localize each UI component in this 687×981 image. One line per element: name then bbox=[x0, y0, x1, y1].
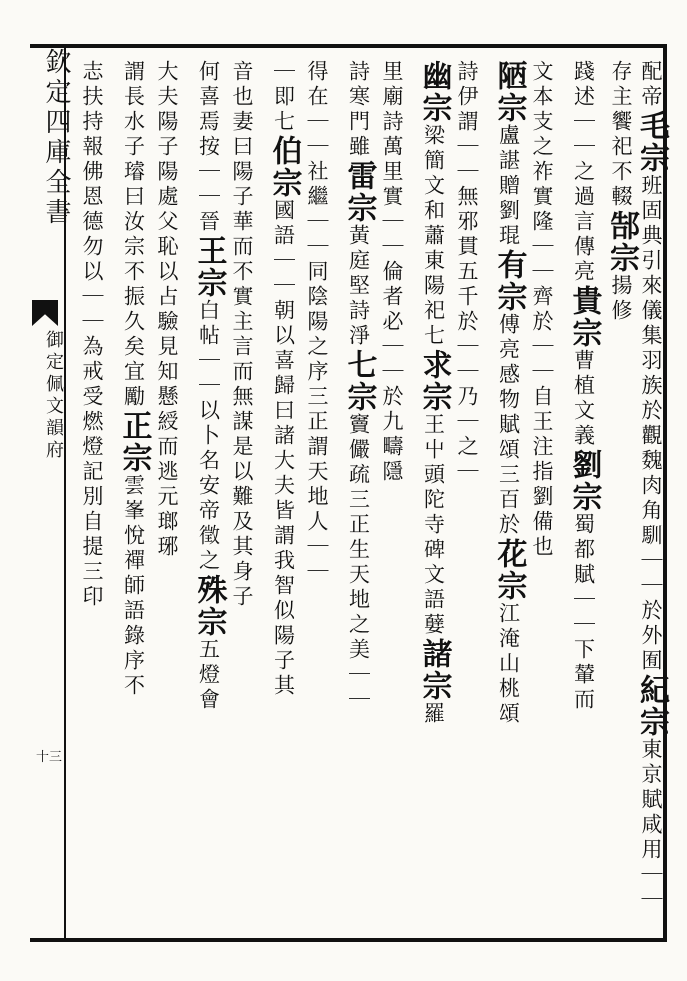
text-column bbox=[604, 60, 669, 930]
column-text: 白帖｜｜以卜名安帝徵之 bbox=[196, 299, 221, 574]
column-text: 黃庭堅詩淨 bbox=[346, 224, 371, 349]
column-text: 踐述｜｜之過言傳亮 bbox=[571, 60, 596, 285]
text-column bbox=[81, 60, 102, 930]
column-text: 曹植文義 bbox=[571, 349, 596, 449]
column-text: 盧諶贈劉琨 bbox=[496, 124, 521, 249]
column-text: 班固典引來儀集羽族於 bbox=[639, 174, 663, 424]
column-text: 受燃燈記別自提三印 bbox=[80, 385, 104, 610]
text-column bbox=[491, 60, 527, 930]
column-text: 王屮頭陀寺碑文語㜸 bbox=[421, 413, 446, 638]
headword: 王宗 bbox=[191, 235, 227, 299]
headword: 伯宗 bbox=[266, 135, 302, 199]
column-text: 妻曰陽子華而不實主言而無謀是以難及其身子 bbox=[230, 110, 254, 610]
headword: 陋宗 bbox=[491, 60, 527, 124]
headword: 有宗 bbox=[491, 249, 527, 313]
top-border bbox=[30, 44, 667, 48]
column-text: 隱 bbox=[380, 460, 404, 485]
headword: 紀宗 bbox=[634, 674, 669, 738]
text-column bbox=[566, 60, 602, 930]
headword: 殊宗 bbox=[191, 574, 227, 638]
column-text: 音也 bbox=[230, 60, 254, 110]
column-text: 社繼｜｜ bbox=[305, 160, 329, 260]
column-text: 江淹山桃頌 bbox=[496, 602, 521, 727]
column-text: 羅 bbox=[421, 702, 446, 727]
column-text: 謂長水子璿曰汝宗不振久矣宜勵 bbox=[121, 60, 146, 410]
column-text: 觀魏肉角馴｜｜於外囿 bbox=[639, 424, 663, 674]
text-column bbox=[381, 60, 402, 930]
column-text: 國語｜｜朝以喜歸曰諸大夫皆謂我智似陽子其 bbox=[271, 199, 296, 699]
column-text: 同陰陽之序三正謂天地人｜｜ bbox=[305, 260, 329, 585]
headword: 花宗 bbox=[491, 538, 527, 602]
book-title: 欽定四庫全書 bbox=[41, 48, 71, 228]
column-text: 何喜焉按｜｜晉 bbox=[196, 60, 221, 235]
column-text: 配 bbox=[639, 60, 663, 85]
column-text: 齊於｜｜ bbox=[530, 285, 554, 385]
column-text: 志扶持報佛恩德勿以｜｜為戒 bbox=[80, 60, 104, 385]
column-text: 揚修 bbox=[609, 274, 633, 324]
column-text: 竇儼疏三正生天地之美｜｜ bbox=[346, 413, 371, 713]
text-column bbox=[456, 60, 477, 930]
text-column bbox=[341, 60, 377, 930]
column-text: 無邪貫五千於｜｜ bbox=[455, 185, 479, 385]
column-text: 恥以占驗見知懸綬而逃 bbox=[155, 235, 179, 485]
bottom-border bbox=[30, 938, 667, 942]
column-text: 帝 bbox=[639, 85, 663, 110]
column-text: 文本支之祚實隆｜｜ bbox=[530, 60, 554, 285]
column-text: 得在｜｜ bbox=[305, 60, 329, 160]
headword: 毛宗 bbox=[634, 110, 669, 174]
headword: 諸宗 bbox=[416, 638, 452, 702]
text-column bbox=[191, 60, 227, 930]
text-column bbox=[116, 60, 152, 930]
book-subtitle: 御定佩文韻府 bbox=[43, 330, 64, 462]
column-text: 大夫陽子陽處父 bbox=[155, 60, 179, 235]
column-text: 元瑯琊 bbox=[155, 485, 179, 560]
column-text: 東京賦咸用｜｜ bbox=[639, 738, 663, 913]
text-column bbox=[231, 60, 252, 930]
column-text: 倫者必｜｜於九疇 bbox=[380, 260, 404, 460]
column-text: 五燈會 bbox=[196, 638, 221, 713]
headword: 七宗 bbox=[341, 349, 377, 413]
text-column bbox=[156, 60, 177, 930]
headword: 貴宗 bbox=[566, 285, 602, 349]
headword: 雷宗 bbox=[341, 160, 377, 224]
text-column bbox=[306, 60, 327, 930]
column-text: 詩伊謂｜｜ bbox=[455, 60, 479, 185]
headword: 求宗 bbox=[416, 349, 452, 413]
text-column bbox=[531, 60, 552, 930]
headword: 劉宗 bbox=[566, 449, 602, 513]
column-text: 乃｜之｜ bbox=[455, 385, 479, 485]
headword: 郜宗 bbox=[604, 210, 639, 274]
column-text: 存主饗祀不輟 bbox=[609, 60, 633, 210]
page-number: 十三 bbox=[36, 750, 63, 765]
headword: 幽宗 bbox=[416, 60, 452, 124]
column-text: 自王注指劉備也 bbox=[530, 385, 554, 560]
fishtail-mark bbox=[32, 300, 58, 326]
column-text: 傅亮感物賦頌三百於 bbox=[496, 313, 521, 538]
text-column bbox=[416, 60, 452, 930]
column-text: 里廟詩萬里實｜｜ bbox=[380, 60, 404, 260]
column-text: 詩寒門雖 bbox=[346, 60, 371, 160]
headword: 正宗 bbox=[116, 410, 152, 474]
column-text: ｜即七 bbox=[271, 60, 296, 135]
column-text: 雲峯悅禪師語錄序不 bbox=[121, 474, 146, 699]
column-text: 蜀都賦｜｜下輦而 bbox=[571, 513, 596, 713]
text-column bbox=[266, 60, 302, 930]
column-text: 梁簡文和蕭東陽祀七 bbox=[421, 124, 446, 349]
